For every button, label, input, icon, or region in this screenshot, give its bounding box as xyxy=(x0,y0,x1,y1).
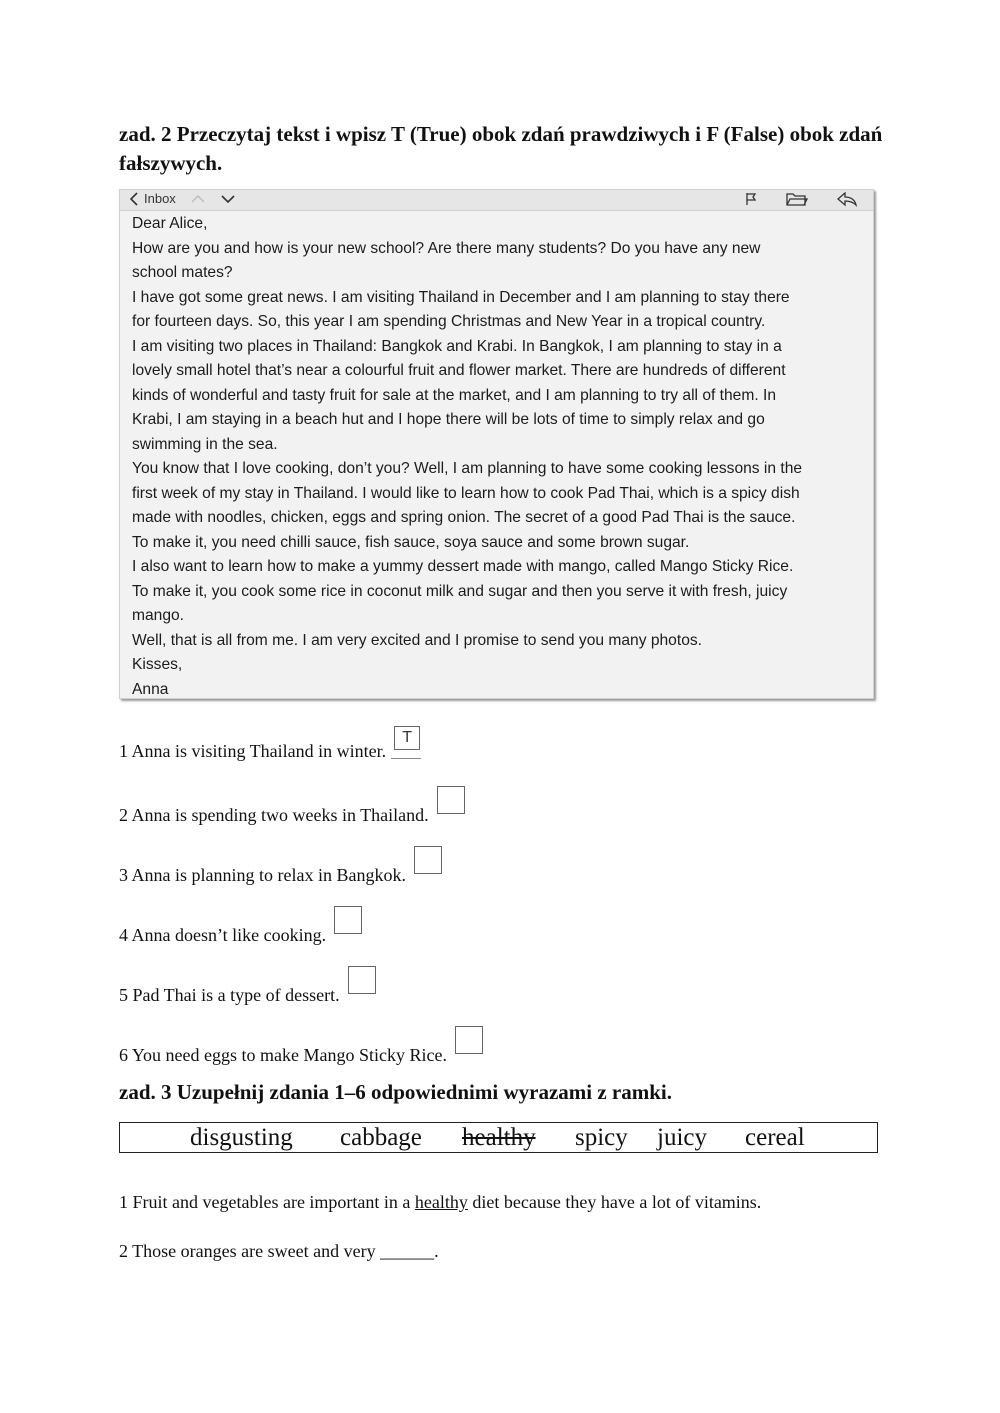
sentence-end: . xyxy=(434,1241,439,1261)
tf-item xyxy=(119,798,465,826)
tf-answer-box[interactable] xyxy=(334,906,362,934)
tf-statement: 3 Anna is planning to relax in Bangkok. xyxy=(119,865,406,885)
tf-answer-box[interactable] xyxy=(437,786,465,814)
tf-statement: 5 Pad Thai is a type of dessert. xyxy=(119,985,340,1005)
tf-answer-box[interactable] xyxy=(394,726,420,750)
email-line: for fourteen days. So, this year I am spending Christmas and New Year in a tropical country. xyxy=(132,313,766,330)
email-line: school mates? xyxy=(132,264,233,281)
tf-item xyxy=(119,918,362,946)
tf-statement: 6 You need eggs to make Mango Sticky Rice. xyxy=(119,1045,447,1065)
task2-heading: zad. 2 Przeczytaj tekst i wpisz T (True) obok zdań prawdziwych i F (False) obok zdań fałszywych. xyxy=(119,122,883,175)
email-line: You know that I love cooking, don’t you? Well, I am planning to have some cooking lessons in the xyxy=(132,460,803,477)
email-line: I also want to learn how to make a yummy dessert made with mango, called Mango Sticky Rice. xyxy=(132,558,794,575)
email-line: To make it, you cook some rice in coconut milk and sugar and then you serve it with fresh, juicy xyxy=(132,582,788,600)
gap-fill-sentence xyxy=(119,1192,761,1213)
answer-underline xyxy=(391,758,421,759)
folder-icon[interactable] xyxy=(786,191,808,207)
word-option: healthy xyxy=(462,1124,536,1151)
inbox-label: Inbox xyxy=(144,191,176,206)
email-line: How are you and how is your new school? Are there many students? Do you have any new xyxy=(132,239,761,257)
tf-item xyxy=(119,729,420,762)
email-line: I am visiting two places in Thailand: Bangkok and Krabi. In Bangkok, I am planning to stay in a xyxy=(132,337,782,355)
email-line: mango. xyxy=(132,607,185,624)
email-line: Anna xyxy=(132,680,169,698)
chevron-left-icon xyxy=(130,192,138,206)
sentence-start: 1 Fruit and vegetables are important in a xyxy=(119,1192,415,1212)
flag-icon[interactable] xyxy=(744,191,758,207)
email-line: Kisses, xyxy=(132,656,183,673)
reply-icon[interactable] xyxy=(836,191,858,207)
inbox-back-button[interactable] xyxy=(130,191,176,206)
email-line: Krabi, I am staying in a beach hut and I hope there will be lots of time to simply relax and go xyxy=(132,411,765,428)
sentence-end: diet because they have a lot of vitamins. xyxy=(467,1192,762,1212)
tf-statement: 2 Anna is spending two weeks in Thailand. xyxy=(119,805,429,825)
email-line: swimming in the sea. xyxy=(132,435,278,453)
tf-item xyxy=(119,858,442,886)
tf-item xyxy=(119,1038,483,1066)
word-option: cereal xyxy=(745,1124,805,1151)
word-option: cabbage xyxy=(340,1124,422,1151)
tf-answer-box[interactable] xyxy=(414,846,442,874)
word-option: juicy xyxy=(657,1124,707,1151)
sentence-start: 2 Those oranges are sweet and very xyxy=(119,1241,381,1261)
gap-fill-sentence xyxy=(119,1241,439,1262)
gap-answer[interactable]: ______ xyxy=(380,1241,435,1261)
email-body xyxy=(132,212,867,702)
email-line: kinds of wonderful and tasty fruit for sale at the market, and I am planning to try all of them. In xyxy=(132,386,777,404)
word-box xyxy=(119,1122,878,1153)
tf-answer-value: T xyxy=(402,729,413,746)
email-line: Dear Alice, xyxy=(132,215,208,232)
chevron-down-icon[interactable] xyxy=(220,191,236,207)
task3-heading: zad. 3 Uzupełnij zdania 1–6 odpowiednimi wyrazami z ramki. xyxy=(119,1080,673,1104)
email-panel xyxy=(119,189,874,699)
tf-answer-box[interactable] xyxy=(348,966,376,994)
email-line: lovely small hotel that’s near a colourful fruit and flower market. There are hundreds of different xyxy=(132,362,786,379)
email-line: I have got some great news. I am visiting Thailand in December and I am planning to stay there xyxy=(132,288,790,306)
email-line: first week of my stay in Thailand. I would like to learn how to cook Pad Thai, which is a spicy dish xyxy=(132,484,800,502)
tf-answer-box[interactable] xyxy=(455,1026,483,1054)
word-option: disgusting xyxy=(190,1124,293,1151)
tf-statement: 4 Anna doesn’t like cooking. xyxy=(119,925,327,945)
tf-item xyxy=(119,978,376,1006)
email-line: Well, that is all from me. I am very excited and I promise to send you many photos. xyxy=(132,631,702,649)
tf-statement: 1 Anna is visiting Thailand in winter. xyxy=(119,741,387,761)
email-line: To make it, you need chilli sauce, fish sauce, soya sauce and some brown sugar. xyxy=(132,533,690,551)
gap-answer[interactable]: healthy xyxy=(414,1192,468,1212)
email-line: made with noodles, chicken, eggs and spring onion. The secret of a good Pad Thai is the sauce. xyxy=(132,509,796,526)
email-toolbar xyxy=(120,190,873,211)
word-option: spicy xyxy=(575,1124,628,1151)
chevron-up-icon[interactable] xyxy=(190,191,206,207)
